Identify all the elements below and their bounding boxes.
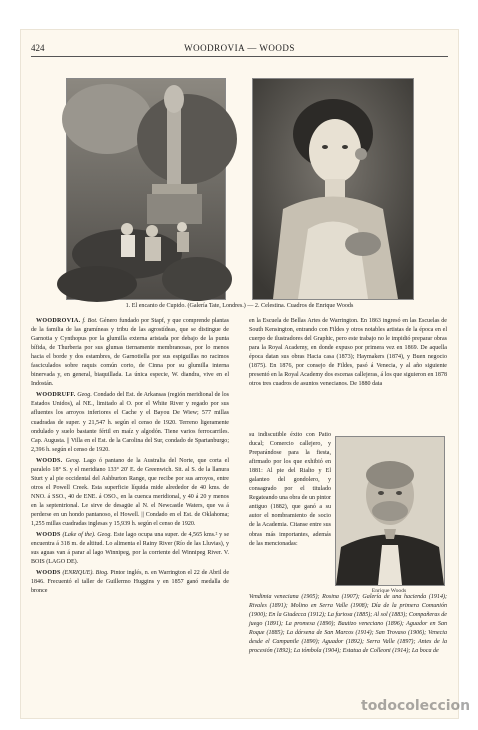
- page-number: 424: [31, 43, 45, 53]
- works-list: Vendimia veneciana (1905); Rosina (1907); Galería de una hacienda (1914); Rivales (1891); Molino en Serra Valle (1908); Día de la primera Comunión (1900); En la Giudecca (1912); La furiosa (1885); Al sol (1883); Compañeras de juego (1891); La promesa (1890); Bautizo veneciano (1896); Aguador en San Roque (1885); La dársena de San Marcos (1914); San Trovaso (1906); Venecia desde el Campanile (1890); Aguador (1892); Serra Valle (1897); Antes de la procesión (1892); La tómbola (1904); Estatua de Colleoni (1914); La boca de: [249, 594, 447, 655]
- painting-cupid-image: [66, 78, 226, 300]
- watermark: todocoleccion: [361, 698, 471, 714]
- text-column-right-narrow: [249, 431, 331, 593]
- figure-caption: 1. El encanto de Cupido. (Galería Tate, Londres.) — 2. Celestina. Cuadros de Enrique Woods: [125, 303, 354, 309]
- entry-woodruff: WOODRUFF. Geog. Condado del Est. de Arkansas (región meridional de los Estados Unidos), al NE., limitado al O. por el White River y regado por sus afluentes los arroyos inferiores el Cache y el Bayou De Wiew; 577 millas cuadradas de super. y 21,547 h. según el censo de 1920. Terreno ligeramente ondulado y suelo bastante fértil en maíz y algodón. Tiene varios ferrocarriles. Cap. Augusta. || Villa en el Est. de la Carolina del Sur, condado de Spartanburgo; 2,396 h. según el censo de 1920.: [31, 392, 230, 453]
- entry-woods-enrique: WOODS (ENRIQUE). Biog. Pintor inglés, n. en Warrington el 22 de Abril de 1846. Frecuentó el taller de Guillermo Huggins y en 1857 ganó medalla de bronce: [31, 570, 230, 595]
- portrait-enrique-woods-image: [335, 436, 445, 586]
- entry-woods-lake: WOODS. Geog. Lago ó pantano de la Australia del Norte, que corta el paralelo 18° S. y el meridiano 133° 20' E. de Greenwich. Sit. al S. de la llanura Sturt y al pie occidental del Ashburton Range, que recibe por sus arroyos, entre otros el Powell Creek. Esta superficie líquida mide alrededor de 40 kms. de NNO. á SSO., 40 de ENE. á OSO., en la cuenca meridional, y 40 á 20 y menos en la septentrional. Le sirve de desagüe al N. el Newcastle Waters, que va á perderse en un hondo pantanoso, el Howell. || Condado en el Est. de Oklahoma; 1,255 millas cuadradas inglesas y 15,939 h. según el censo de 1920.: [31, 457, 230, 528]
- biography-works: su indiscutible éxito con Patio ducal; Comercio callejero, y Preparándose para la fiesta, afirmado por los que exhibió en 1881: Al pie del Rialto y El galanteo del gondolero, y consagrado por el titulado Regateando una obra de un pintor antiguo (1882), que ganó a su autor el nombramiento de socio de la Academia. Citanse entre sus obras más importantes, además de las mencionadas:: [249, 432, 331, 547]
- encyclopedia-page: [21, 30, 471, 718]
- entry-woodrovia: WOODROVIA. f. Bot. Género fundado por Stapf, y que comprende plantas de la familia de las gramíneas y tribu de las agrostídeas, que se distingue de Garnotia y Cynthopus por la glumilla externa aristada por debajo de la punta bífida, de Thurberia por sus glumas tiernamente membranosas, por lo menos hacia el borde y dos estambres, de Garnotiella por sus espiguillas no racimos fasciculados sobre raquis común corto, de Cinna por su glumilla interna binervada y, en general, biaquillada. La única especie, W. diandra, vive en el Indostán.: [31, 318, 229, 388]
- biography-continued: en la Escuela de Bellas Artes de Warrington. En 1863 ingresó en las Escuelas de South Kensington, entrando con Fildes y otros notables artistas de la época en el cuerpo de ilustradores del Graphic, pero este trabajo no le impidió preparar obras para la Royal Academy, en donde expuso por primera vez en 1869. De aquella época datan sus obras Hacia casa (1873); Haymakers (1874), y Buen negocio (1875). En 1876, por consejo de Fildes, pasó á Venecia, y al año siguiente presentó en la Royal Academy dos escenas callejeras, á los que siguieron en 1878 otros tres cuadros de asuntos venecianos. De 1880 data: [249, 318, 447, 388]
- text-column-left: [31, 317, 229, 707]
- text-column-right-top: [249, 317, 447, 431]
- running-title: WOODROVIA — WOODS: [184, 43, 295, 53]
- portrait-caption: Enrique Woods: [371, 588, 407, 594]
- entry-woods-lake-of-the: WOODS (Lake of the). Geog. Este lago ocupa una super. de 4,565 kms.² y se encuentra á 318 m. de altitud. Lo alimenta el Rainy River (Río de las Lluvias), y sus aguas van á parar al lago Winnipeg, por la corriente del Winnipeg River. V. BOIS (LAGO DE).: [31, 532, 230, 566]
- page-header: [31, 40, 448, 57]
- text-column-right-bottom: [249, 593, 447, 709]
- painting-celestina-image: [252, 78, 414, 300]
